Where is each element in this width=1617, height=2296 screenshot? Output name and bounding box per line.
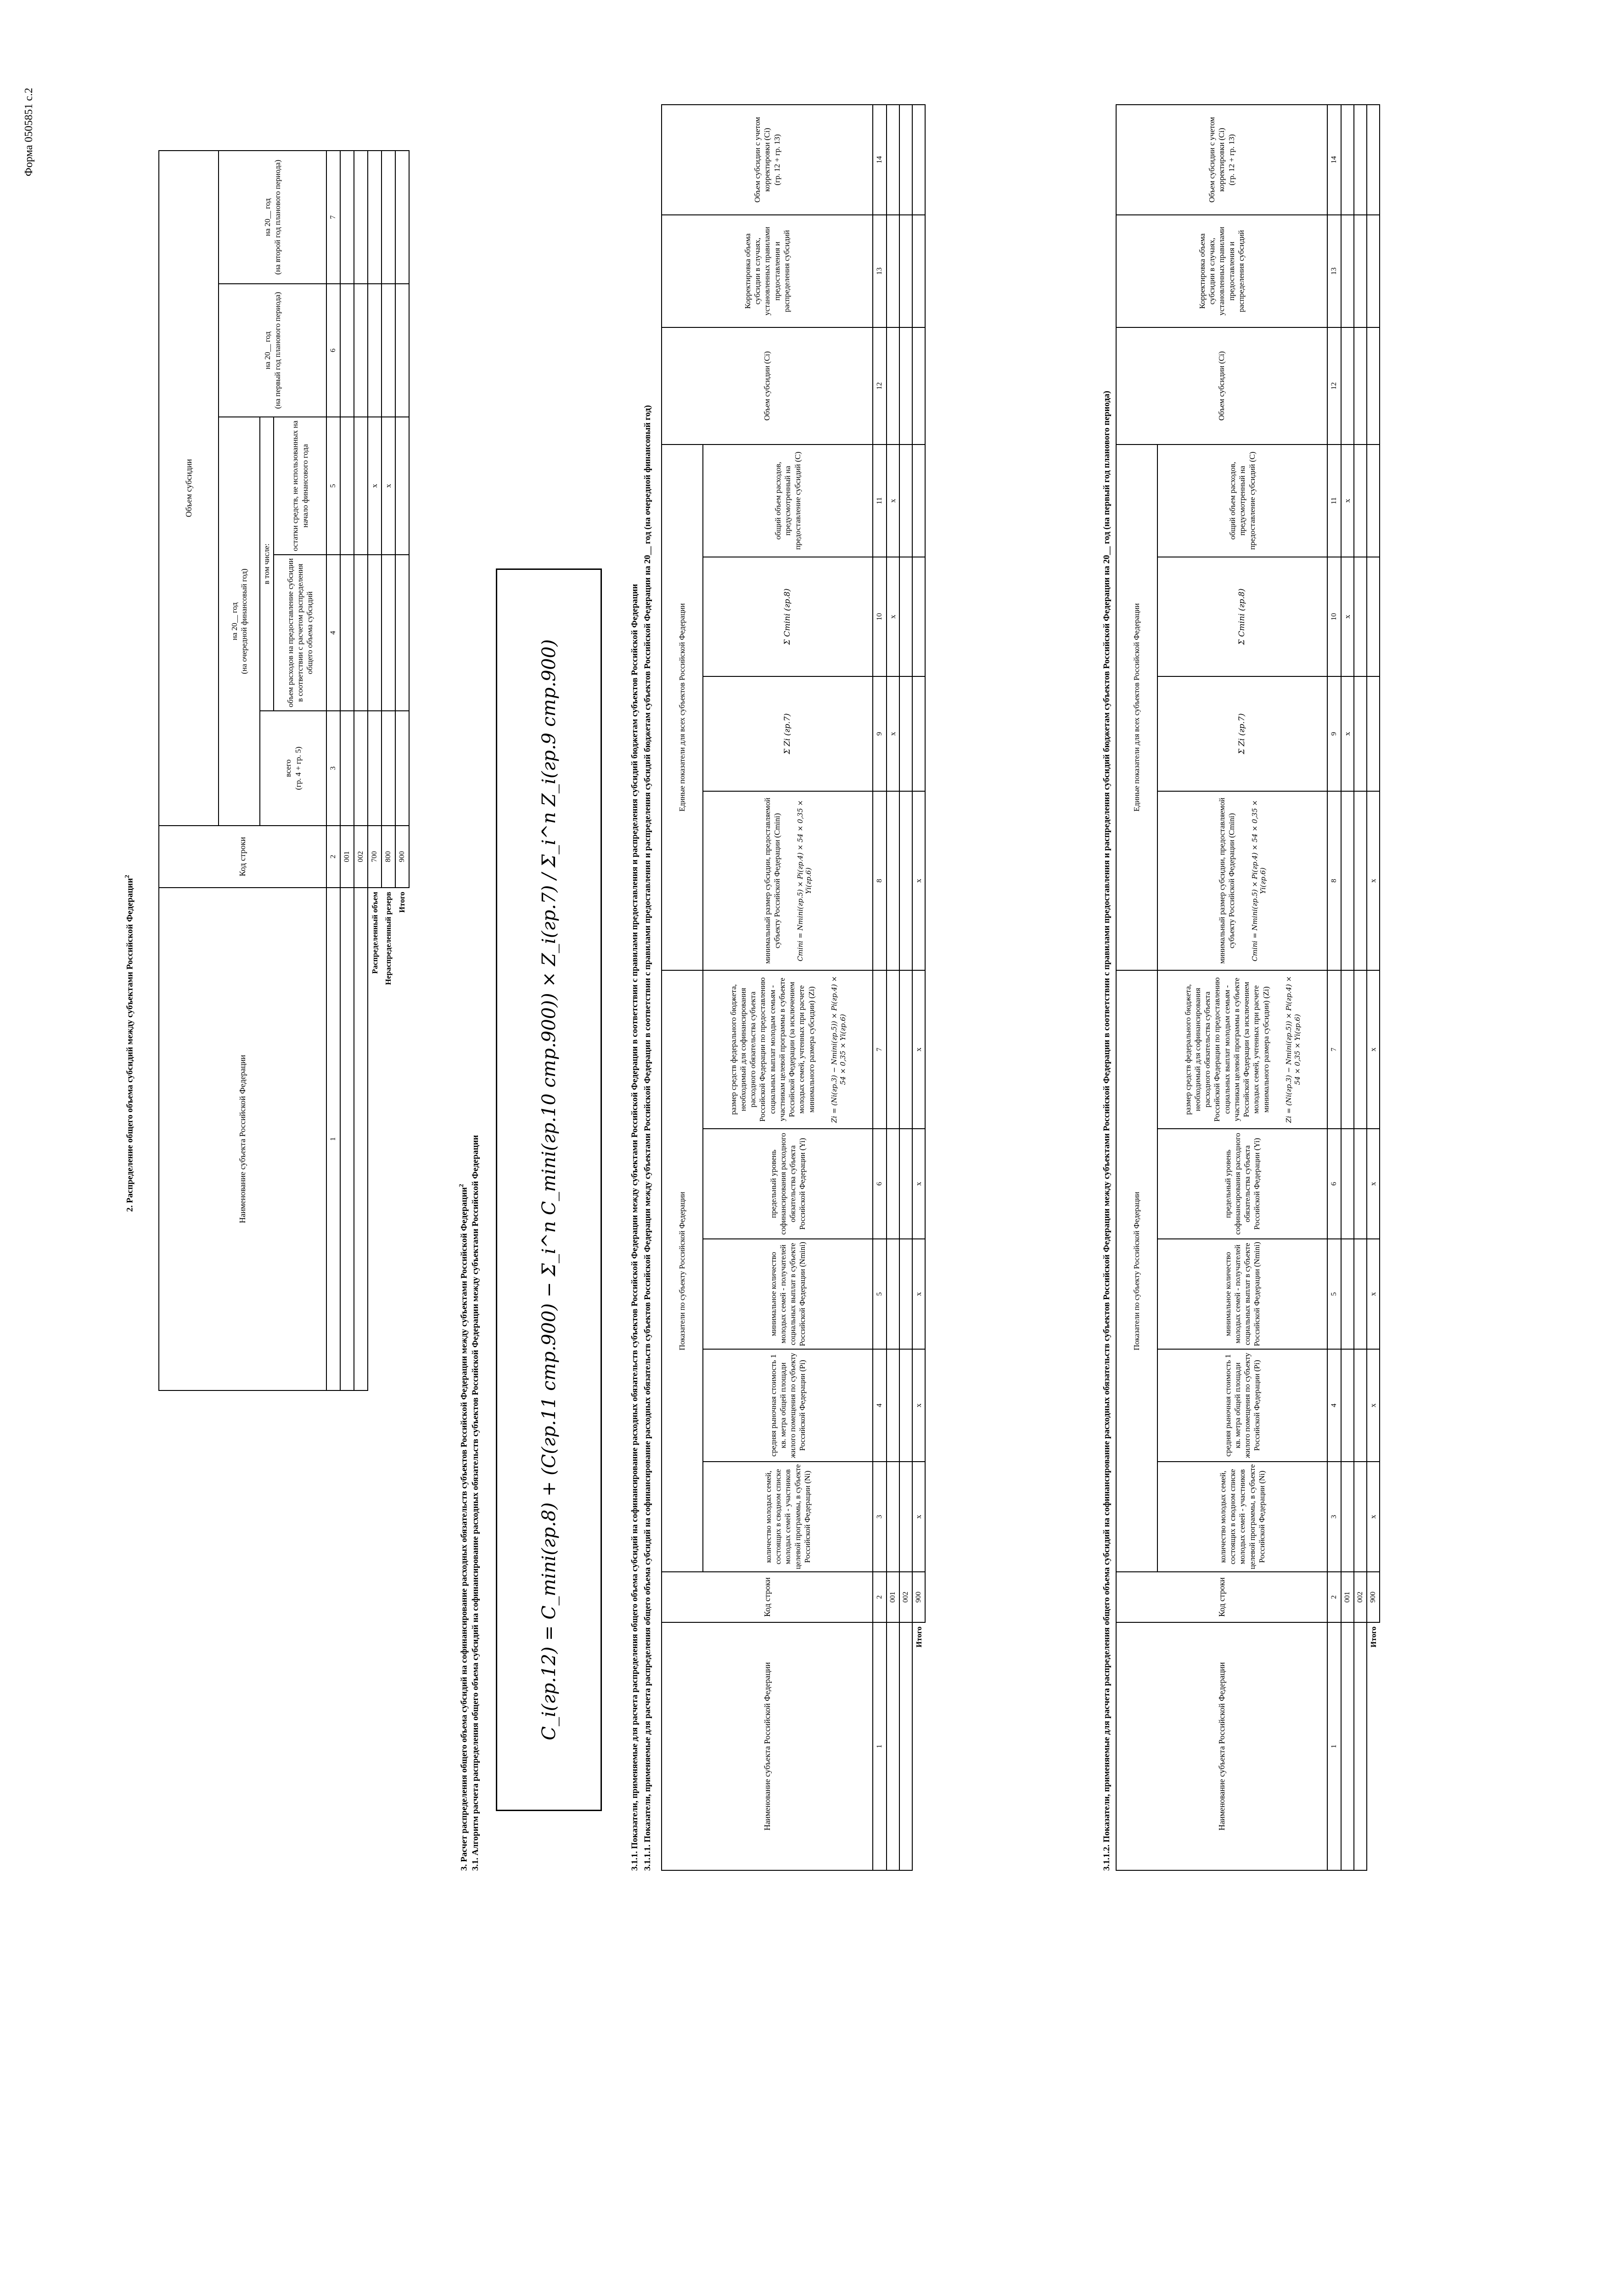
formula-text: C_i(гр.12) = C_mini(гр.8) + (C(гр.11 стр.900) − Σ_i^n C_mini(гр.10 стр.900)) × Z_i(гр.7) / Σ_i^n Z_i(гр.9 стр.900) <box>538 639 560 1740</box>
t3-header-c11: общий объем расходов, предусмотренный на предоставление субсидий (C) <box>703 445 873 557</box>
form-number: Форма 0505851 с.2 <box>23 88 35 176</box>
table3112: Наименование субъекта Российской Федерации Код строки Показатели по субъекту Российской Федерации Единые показатели для всех субъектов Российской Федерации Объем субсидии (Ci) Корректировка объема субсидии в случаях, установленных правилами предоставления и распределения субсидий Объем субсидии с учетом корректировки (Ci) (гр. 12 + гр. 13) количество молодых семей, состоящих в сводном списке молодых семей - участников целевой программы, в субъекте Российской Федерации (Ni) средняя рыночная стоимость 1 кв. метра общей площади жилого помещения по субъекту Российской Федерации (Pi) минимальное количество молодых семей - получателей социальных выплат в субъекте Российской Федерации (Nmini) предельный уровень софинансирования расходного обязательства субъекта Российской Федерации (Yi) размер средств федерального бюджета, необходимый для софинансирования расходного обязательства субъекта Российской Федерации по предоставлению социальных выплат молодым семьям - участникам целевой программы в субъекте Российской Федерации (за исключением молодых семей, учтенных при расчете минимального размера субсидии) (Zi) Zi = (Ni(гр.3) − Nmini(гр.5)) × Pi(гр.4) × 54 × 0,35 × Yi(гр.6) минимальный размер субсидии, предоставляемой субъекту Российской Федерации (Cmini) Cmini = Nmini(гр.5) × Pi(гр.4) × 54 × 0,35 × Yi(гр.6) Σ Zi (гр.7) Σ Cmini (гр.8) общий объем расходов, предусмотренный на предоставление субсидий (C) 1 2 3 4 5 6 7 8 9 10 11 12 13 14 001 x x x 002 Итого 900 x x x x x x <box>1116 104 1380 1871</box>
t2-header-year3: на 20__ год (на второй год планового периода) <box>219 151 326 284</box>
section3111-title: 3.1.1.1. Показатели, применяемые для расчета распределения общего объема субсидий на софинансирование расходных обязательств субъектов Российской Федерации между субъектами Российской Федерации в соответствии с правилами предоставления и распределения субсидий бюджетам субъектов Российской Федерации на 20__ год (на очередной финансовый год) <box>643 405 652 1871</box>
t2-header-name: Наименование субъекта Российской Федерации <box>159 888 326 1390</box>
section3112-title: 3.1.1.2. Показатели, применяемые для расчета распределения общего объема субсидий на софинансирование расходных обязательств субъектов Российской Федерации между субъектами Российской Федерации в соответствии с правилами предоставления и распределения субсидий бюджетам субъектов Российской Федерации на 20__ год (на первый год планового периода) <box>1102 391 1112 1871</box>
t2-header-year2: на 20__ год (на первый год планового периода) <box>219 284 326 417</box>
section2-title: 2. Распределение общего объема субсидий между субъектами Российской Федерации$^2$ <box>124 875 135 1212</box>
t3-header-code: Код строки <box>662 1572 873 1622</box>
table3111 <box>661 104 926 1871</box>
table-row: Нераспределенный резерв 800 x <box>382 151 395 1390</box>
t2-header-incl: в том числе: <box>260 417 274 711</box>
section3-title: 3. Расчет распределения общего объема субсидий на софинансирование расходных обязательств субъектов Российской Федерации между субъектами Российской Федерации$^2$ <box>458 1184 469 1871</box>
t3-header-c8: минимальный размер субсидии, предоставляемой субъекту Российской Федерации (Cmini) Cmini = Nmini(гр.5) × Pi(гр.4) × 54 × 0,35 × Yi(гр.6) <box>703 791 873 970</box>
table-row: 001 x x x <box>1341 105 1354 1870</box>
t2-header-year1: на 20__ год (на очередной финансовый год) <box>219 417 260 826</box>
table-row: Распределенный объем 700 x <box>368 151 382 1390</box>
t3-header-c12: Объем субсидии (Ci) <box>662 327 873 445</box>
label-total: Итого <box>398 892 407 913</box>
table-row: 001 <box>340 151 354 1390</box>
t3-header-c10: Σ Cmini (гр.8) <box>703 557 873 676</box>
table-row: 001 x x x <box>887 105 899 1870</box>
t2-header-col5: остатки средств, не использованных на начало финансового года <box>274 417 326 555</box>
t3-header-c9: Σ Zi (гр.7) <box>703 676 873 791</box>
t2-header-volume: Объем субсидии <box>159 151 219 826</box>
t3-numbers-row: 1 2 3 4 5 6 7 8 9 10 11 12 13 14 <box>873 105 887 1870</box>
t3-header-subject: Показатели по субъекту Российской Федерации <box>662 970 703 1572</box>
table-row: 002 <box>1354 105 1367 1870</box>
table-row: 002 <box>899 105 912 1870</box>
table-row: 002 <box>354 151 368 1390</box>
t3-header-c6: предельный уровень софинансирования расходного обязательства субъекта Российской Федерации (Yi) <box>703 1129 873 1239</box>
table2 <box>158 150 410 1391</box>
formula-box <box>496 568 602 1811</box>
table-row: Итого 900 x x x x x x <box>1367 105 1380 1870</box>
label-undistributed: Нераспределенный резерв <box>384 892 393 985</box>
t2-header-col4: объем расходов на предоставление субсидии в соответствии с расчетом распределения общего объема субсидий <box>274 555 326 711</box>
table-row: Итого 900 <box>395 151 409 1390</box>
section31-title: 3.1. Алгоритм расчета распределения общего объема субсидий на софинансирование расходных обязательств субъектов Российской Федерации между субъектами Российской Федерации <box>471 1135 480 1871</box>
t3-header-c13: Корректировка объема субсидии в случаях, установленных правилами предоставления и распределения субсидий <box>662 215 873 327</box>
label-distributed: Распределенный объем <box>370 892 379 974</box>
t4-numbers-row: 1 2 3 4 5 6 7 8 9 10 11 12 13 14 <box>1327 105 1341 1870</box>
t2-header-total: всего (гр. 4 + гр. 5) <box>260 711 326 826</box>
t3-header-all: Единые показатели для всех субъектов Российской Федерации <box>662 445 703 970</box>
t3-header-c7: размер средств федерального бюджета, необходимый для софинансирования расходного обязательства субъекта Российской Федерации по предоставлению социальных выплат молодым семьям - участникам целевой программы в субъекте Российской Федерации (за исключением молодых семей, учтенных при расчете минимального размера субсидии) (Zi) Zi = (Ni(гр.3) − Nmini(гр.5)) × Pi(гр.4) × 54 × 0,35 × Yi(гр.6) <box>703 970 873 1129</box>
t3-header-c4: средняя рыночная стоимость 1 кв. метра общей площади жилого помещения по субъекту Российской Федерации (Pi) <box>703 1349 873 1462</box>
section311-title: 3.1.1. Показатели, применяемые для расчета распределения общего объема субсидий на софинансирование расходных обязательств субъектов Российской Федерации между субъектами Российской Федерации в соответствии с правилами предоставления и распределения субсидий бюджетам субъектов Российской Федерации <box>630 584 640 1871</box>
t2-numbers-row: 1 2 3 4 5 6 7 <box>326 151 340 1390</box>
table-row: Итого 900 x x x x x x <box>912 105 925 1870</box>
t3-header-c5: минимальное количество молодых семей - получателей социальных выплат в субъекте Российской Федерации (Nmini) <box>703 1239 873 1349</box>
t3-header-c14: Объем субсидии с учетом корректировки (Ci) (гр. 12 + гр. 13) <box>662 105 873 215</box>
t2-header-code: Код строки <box>159 826 326 888</box>
t3-header-name: Наименование субъекта Российской Федерации <box>662 1622 873 1870</box>
t3-header-c3: количество молодых семей, состоящих в сводном списке молодых семей - участников целевой программы, в субъекте Российской Федерации (Ni) <box>703 1462 873 1572</box>
